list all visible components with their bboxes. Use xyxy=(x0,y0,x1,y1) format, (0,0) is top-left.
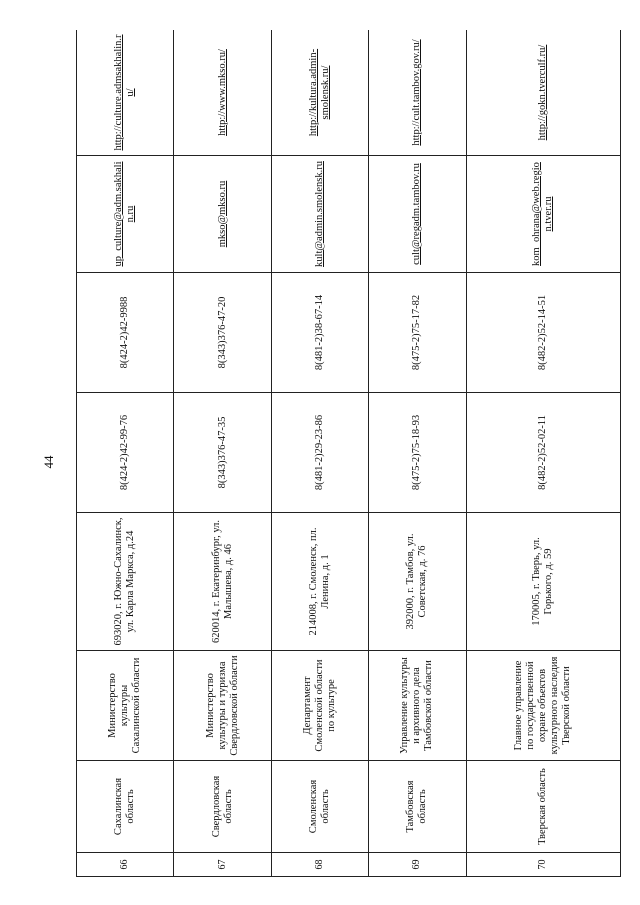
email-link[interactable]: cult@regadm.tambov.ru xyxy=(411,163,423,265)
cell-address: 170005, г. Тверь, ул. Горького, д. 59 xyxy=(466,513,620,651)
email-link[interactable]: mkso@mkso.ru xyxy=(216,180,228,248)
table-body xyxy=(77,30,621,877)
table-row xyxy=(369,30,466,877)
email-link[interactable]: kult@admin.smolensk.ru xyxy=(313,161,325,267)
cell-address: 214008, г. Смоленск, пл. Ленина, д. 1 xyxy=(271,513,368,651)
cell-website[interactable] xyxy=(271,30,368,156)
cell-region: Смоленская область xyxy=(271,761,368,853)
cell-number: 69 xyxy=(369,853,466,877)
cell-agency: Министерство культуры Сахалинской области xyxy=(77,651,174,761)
website-link[interactable]: http://culture.admsakhalin.ru/ xyxy=(113,34,137,151)
website-link[interactable]: http://cult.tambov.gov.ru/ xyxy=(411,39,423,146)
cell-phone-2: 8(475-2)75-17-82 xyxy=(369,273,466,393)
cell-number: 67 xyxy=(174,853,271,877)
table-row xyxy=(77,30,174,877)
cell-number: 70 xyxy=(466,853,620,877)
agencies-table xyxy=(76,30,621,877)
website-link[interactable]: http://www.mkso.ru/ xyxy=(216,49,228,136)
cell-region: Тамбовская область xyxy=(369,761,466,853)
cell-phone: 8(475-2)75-18-93 xyxy=(369,393,466,513)
cell-email[interactable] xyxy=(369,156,466,273)
cell-phone-2: 8(343)376-47-20 xyxy=(174,273,271,393)
cell-number: 68 xyxy=(271,853,368,877)
website-link[interactable]: http://kultura.admin-smolensk.ru/ xyxy=(307,48,331,137)
cell-phone: 8(424-2)42-99-76 xyxy=(77,393,174,513)
cell-region: Сахалинская область xyxy=(77,761,174,853)
cell-phone-2: 8(481-2)38-67-14 xyxy=(271,273,368,393)
cell-email[interactable] xyxy=(77,156,174,273)
cell-agency: Департамент Смоленской области по культуре xyxy=(271,651,368,761)
cell-phone: 8(482-2)52-02-11 xyxy=(466,393,620,513)
email-link[interactable]: kom_ohrana@web.region.tver.ru xyxy=(531,162,555,266)
table-row xyxy=(466,30,620,877)
cell-address: 620014, г. Екатеринбург, ул. Малышева, д. 46 xyxy=(174,513,271,651)
page-number: 44 xyxy=(41,455,56,469)
cell-phone: 8(343)376-47-35 xyxy=(174,393,271,513)
cell-number: 66 xyxy=(77,853,174,877)
cell-website[interactable] xyxy=(77,30,174,156)
cell-phone: 8(481-2)29-23-86 xyxy=(271,393,368,513)
cell-address: 392000, г. Тамбов, ул. Советская, д. 76 xyxy=(369,513,466,651)
cell-website[interactable] xyxy=(466,30,620,156)
cell-agency: Министерство культуры и туризма Свердловской области xyxy=(174,651,271,761)
table-frame xyxy=(76,30,621,877)
table-row xyxy=(174,30,271,877)
cell-agency: Управление культуры и архивного дела Тамбовской области xyxy=(369,651,466,761)
cell-email[interactable] xyxy=(271,156,368,273)
cell-region: Тверская область xyxy=(466,761,620,853)
rotated-table-container xyxy=(76,30,621,877)
cell-address: 693020, г. Южно-Сахалинск, ул. Карла Маркса, д.24 xyxy=(77,513,174,651)
cell-region: Свердловская область xyxy=(174,761,271,853)
cell-phone-2: 8(482-2)52-14-51 xyxy=(466,273,620,393)
cell-phone-2: 8(424-2)42-9988 xyxy=(77,273,174,393)
table-row xyxy=(271,30,368,877)
cell-website[interactable] xyxy=(174,30,271,156)
website-link[interactable]: http://gokn.tverculf.ru/ xyxy=(537,44,549,141)
cell-email[interactable] xyxy=(466,156,620,273)
cell-email[interactable] xyxy=(174,156,271,273)
email-link[interactable]: up_culture@adm.sakhalin.ru xyxy=(113,161,137,267)
cell-agency: Главное управление по государственной охране объектов культурного наследия Тверской области xyxy=(466,651,620,761)
cell-website[interactable] xyxy=(369,30,466,156)
